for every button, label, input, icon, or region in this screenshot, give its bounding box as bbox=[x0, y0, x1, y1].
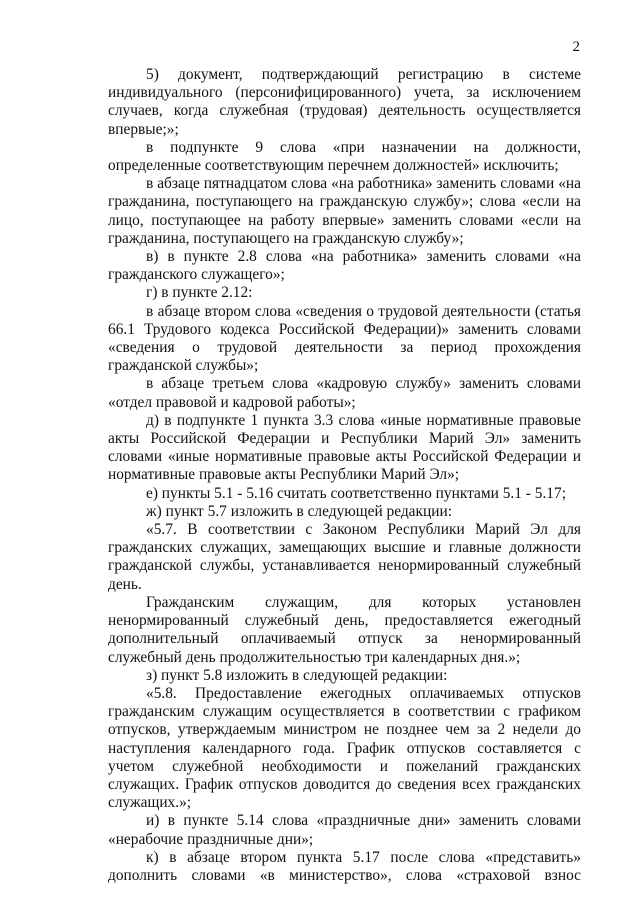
paragraph: ж) пункт 5.7 изложить в следующей редакции: bbox=[146, 502, 452, 520]
paragraph: в абзаце втором слова «сведения о трудовой деятельности (статья 66.1 Трудового кодекса Российской Федерации)» заменить словами «сведения о трудовой деятельности за период прохождения гражданской службы»; bbox=[108, 302, 581, 375]
paragraph: «5.7. В соответствии с Законом Республики Марий Эл для гражданских служащих, замещающих высшие и главные должности гражданской службы, устанавливается ненормированный служебный день. bbox=[108, 521, 581, 593]
document-body bbox=[108, 66, 581, 885]
paragraph: в абзаце третьем слова «кадровую службу» заменить словами «отдел правовой и кадровой работы»; bbox=[108, 375, 581, 411]
paragraph: г) в пункте 2.12: bbox=[146, 284, 253, 302]
paragraph: в абзаце пятнадцатом слова «на работника» заменить словами «на гражданина, поступающего на гражданскую службу»; слова «если на лицо, поступающее на работу впервые» заменить словами «если на гражданина, поступающего на гражданскую службу»; bbox=[108, 175, 581, 247]
paragraph: 5) документ, подтверждающий регистрацию в системе индивидуального (персонифицированного) учета, за исключением случаев, когда служебная (трудовая) деятельность осуществляется впервые;»; bbox=[108, 66, 581, 138]
paragraph: «5.8. Предоставление ежегодных оплачиваемых отпусков гражданским служащим осуществляется в соответствии с графиком отпусков, утверждаемым министром не позднее чем за 2 недели до наступления календарного года. График отпусков составляется с учетом служебной необходимости и пожеланий гражданских служащих. График отпусков доводится до сведения всех гражданских служащих.»; bbox=[108, 684, 581, 812]
page-number: 2 bbox=[572, 39, 580, 55]
paragraph: Гражданским служащим, для которых установлен ненормированный служебный день, предоставляется ежегодный дополнительный оплачиваемый отпуск за ненормированный служебный день продолжительностью три календарных дня.»; bbox=[108, 593, 581, 666]
paragraph: е) пункты 5.1 - 5.16 считать соответственно пунктами 5.1 - 5.17; bbox=[146, 484, 566, 502]
paragraph: д) в подпункте 1 пункта 3.3 слова «иные нормативные правовые акты Российской Федерации и Республики Марий Эл» заменить словами «иные нормативные правовые акты Российской Федерации и нормативные правовые акты Республики Марий Эл»; bbox=[108, 411, 581, 484]
paragraph: к) в абзаце втором пункта 5.17 после слова «представить» дополнить словами «в министерство», слова «страховой взнос bbox=[108, 848, 581, 884]
paragraph: в) в пункте 2.8 слова «на работника» заменить словами «на гражданского служащего»; bbox=[108, 248, 581, 284]
paragraph: в подпункте 9 слова «при назначении на должности, определенные соответствующим перечнем должностей» исключить; bbox=[108, 138, 581, 175]
paragraph: з) пункт 5.8 изложить в следующей редакции: bbox=[146, 666, 448, 684]
paragraph: и) в пункте 5.14 слова «праздничные дни» заменить словами «нерабочие праздничные дни»; bbox=[108, 812, 581, 848]
